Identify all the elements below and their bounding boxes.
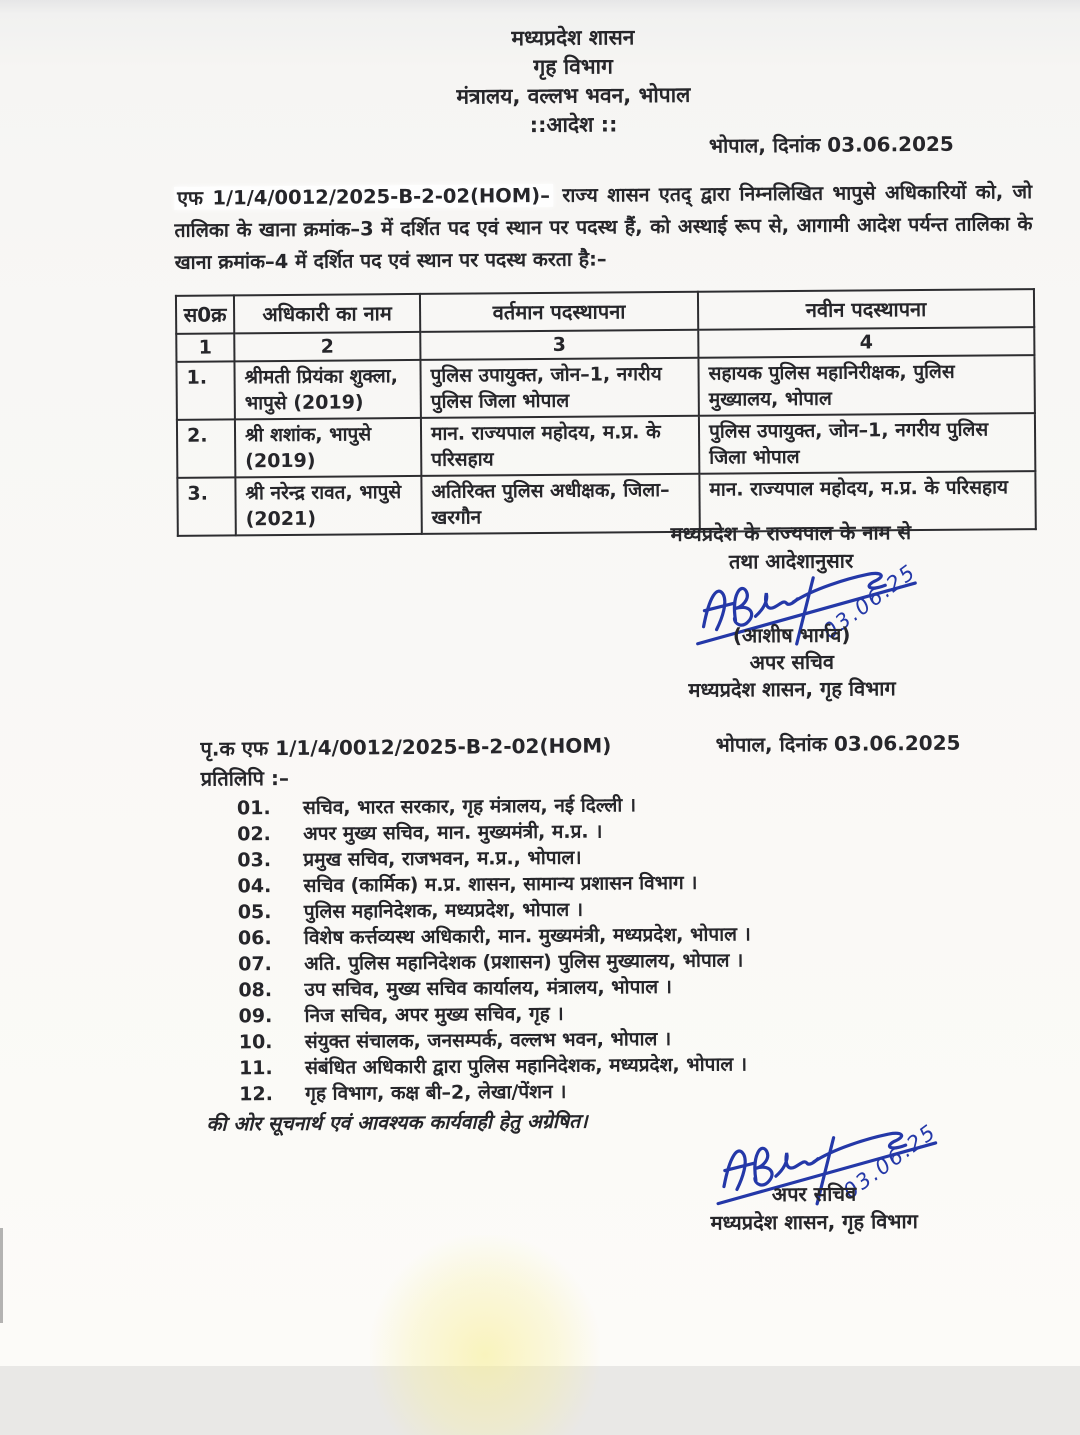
signatory-title: अपर सचिव <box>771 1181 857 1207</box>
list-item-text: पुलिस महानिदेशक, मध्यप्रदेश, भोपाल । <box>303 898 584 923</box>
row-serial: 3. <box>177 477 235 535</box>
col-header-new-posting: नवीन पदस्थापना <box>698 289 1034 330</box>
list-item-number: 02. <box>237 823 271 846</box>
col-number-1: 1 <box>176 333 234 361</box>
list-item-text: संयुक्त संचालक, जनसम्पर्क, वल्लभ भवन, भोपाल । <box>304 1027 672 1053</box>
list-item <box>239 1077 752 1107</box>
signature-date: 03.06.25 <box>838 1119 942 1204</box>
row-current-posting: मान. राज्यपाल महोदय, म.प्र. के परिसहाय <box>421 416 699 476</box>
list-item-number: 12. <box>239 1083 273 1106</box>
signatory-name: (आशीष भार्गव) <box>732 622 851 648</box>
list-item-text: विशेष कर्त्तव्यस्थ अधिकारी, मान. मुख्यमंत्री, मध्यप्रदेश, भोपाल । <box>303 923 751 949</box>
order-heading: ::आदेश :: <box>529 112 618 138</box>
list-item-number: 07. <box>238 953 272 976</box>
col-header-current-posting: वर्तमान पदस्थापना <box>420 292 698 332</box>
authority-line-1: मध्यप्रदेश के राज्यपाल के नाम से <box>670 520 912 546</box>
row-new-posting: पुलिस उपायुक्त, जोन–1, नगरीय पुलिस जिला भोपाल <box>699 413 1035 474</box>
table-row <box>177 413 1035 478</box>
list-item <box>239 1051 752 1081</box>
copy-recipient-list <box>237 791 752 1107</box>
col-number-3: 3 <box>420 330 698 360</box>
list-item-text: संबंधित अधिकारी द्वारा पुलिस महानिदेशक, मध्यप्रदेश, भोपाल । <box>304 1053 748 1079</box>
list-item-text: निज सचिव, अपर मुख्य सचिव, गृह । <box>304 1002 564 1027</box>
list-item <box>238 895 751 925</box>
endorsement-reference-number: पृ.क एफ 1/1/4/0012/2025-B-2-02(HOM) <box>200 733 612 761</box>
copy-to-label: प्रतिलिपि :– <box>200 765 290 791</box>
document-header <box>33 19 1080 143</box>
list-item <box>238 947 751 977</box>
list-item-number: 04. <box>237 875 272 898</box>
list-item-number: 03. <box>237 849 272 872</box>
endorsement-reference-row <box>200 729 960 762</box>
row-new-posting: मान. राज्यपाल महोदय, म.प्र. के परिसहाय <box>699 471 1035 532</box>
signature-date: 03.06.25 <box>818 559 921 644</box>
row-current-posting: अतिरिक्त पुलिस अधीक्षक, जिला–खरगौन <box>421 474 699 534</box>
list-item-text: अपर मुख्य सचिव, मान. मुख्यमंत्री, म.प्र. । <box>303 820 603 845</box>
list-item-number: 01. <box>236 797 271 820</box>
order-body-text: राज्य शासन एतद् द्वारा निम्नलिखित भापुसे अधिकारियों को, जो तालिका के खाना क्रमांक–3 में दर्शित पद एवं स्थान पर पदस्थ हैं, को अस्थाई रूप से, आगामी आदेश पर्यन्त तालिका के खाना क्रमांक–4 में दर्शित पद एवं स्थान पर पदस्थ करता है:– <box>174 180 1033 274</box>
list-item-text: उप सचिव, मुख्य सचिव कार्यालय, मंत्रालय, भोपाल । <box>304 975 673 1001</box>
col-number-2: 2 <box>234 332 420 361</box>
col-number-4: 4 <box>698 327 1034 358</box>
row-officer-name: श्री शशांक, भापुसे (2019) <box>235 418 421 477</box>
transfer-table <box>175 288 1037 537</box>
list-item <box>239 1025 752 1055</box>
list-item-text: सचिव, भारत सरकार, गृह मंत्रालय, नई दिल्ली । <box>302 794 637 819</box>
signatory-block <box>618 621 967 705</box>
list-item-text: सचिव (कार्मिक) म.प्र. शासन, सामान्य प्रशासन विभाग । <box>303 871 698 897</box>
signatory-department: मध्यप्रदेश शासन, गृह विभाग <box>688 676 896 702</box>
row-new-posting: सहायक पुलिस महानिरीक्षक, पुलिस मुख्यालय, भोपाल <box>698 355 1034 416</box>
signatory-block <box>640 1178 988 1237</box>
list-item <box>238 921 751 951</box>
endorsement-place-date: भोपाल, दिनांक 03.06.2025 <box>715 730 961 757</box>
signatory-title: अपर सचिव <box>749 649 835 675</box>
department-title: गृह विभाग <box>533 54 613 80</box>
list-item-text: प्रमुख सचिव, राजभवन, म.प्र., भोपाल। <box>303 846 582 871</box>
place-date-line: भोपाल, दिनांक 03.06.2025 <box>708 131 954 158</box>
government-title: मध्यप्रदेश शासन <box>511 25 635 51</box>
row-serial: 2. <box>177 419 235 477</box>
row-serial: 1. <box>176 361 234 419</box>
row-current-posting: पुलिस उपायुक्त, जोन–1, नगरीय पुलिस जिला भोपाल <box>420 358 698 418</box>
table-row <box>176 355 1034 420</box>
list-item <box>238 973 751 1003</box>
list-item-number: 11. <box>238 1057 273 1080</box>
col-header-serial: स0क्र <box>176 295 234 333</box>
row-officer-name: श्री नरेन्द्र रावत, भापुसे (2021) <box>235 476 421 535</box>
list-item-number: 10. <box>238 1031 273 1054</box>
list-item-text: गृह विभाग, कक्ष बी–2, लेखा/पेंशन । <box>305 1080 567 1105</box>
list-item <box>237 843 750 873</box>
list-item <box>237 791 750 821</box>
row-officer-name: श्रीमती प्रियंका शुक्ला, भापुसे (2019) <box>234 360 420 419</box>
list-item <box>237 817 750 847</box>
list-item <box>237 869 750 899</box>
authority-line-2: तथा आदेशानुसार <box>728 548 854 574</box>
signatory-department: मध्यप्रदेश शासन, गृह विभाग <box>710 1209 918 1235</box>
list-item <box>239 999 752 1029</box>
list-item-number: 06. <box>237 927 272 950</box>
office-address: मंत्रालय, वल्लभ भवन, भोपाल <box>456 82 691 109</box>
order-paragraph <box>174 176 1033 279</box>
order-reference-number: एफ 1/1/4/0012/2025-B-2-02(HOM)– <box>174 184 553 210</box>
forwarding-note: की ओर सूचनार्थ एवं आवश्यक कार्यवाही हेतु अग्रेषित। <box>206 1109 588 1136</box>
col-header-officer-name: अधिकारी का नाम <box>234 294 420 333</box>
list-item-text: अति. पुलिस महानिदेशक (प्रशासन) पुलिस मुख्यालय, भोपाल । <box>304 949 744 975</box>
scan-edge-artifact <box>0 1228 3 1323</box>
list-item-number: 05. <box>237 901 272 924</box>
list-item-number: 09. <box>238 1005 273 1028</box>
list-item-number: 08. <box>238 979 273 1002</box>
